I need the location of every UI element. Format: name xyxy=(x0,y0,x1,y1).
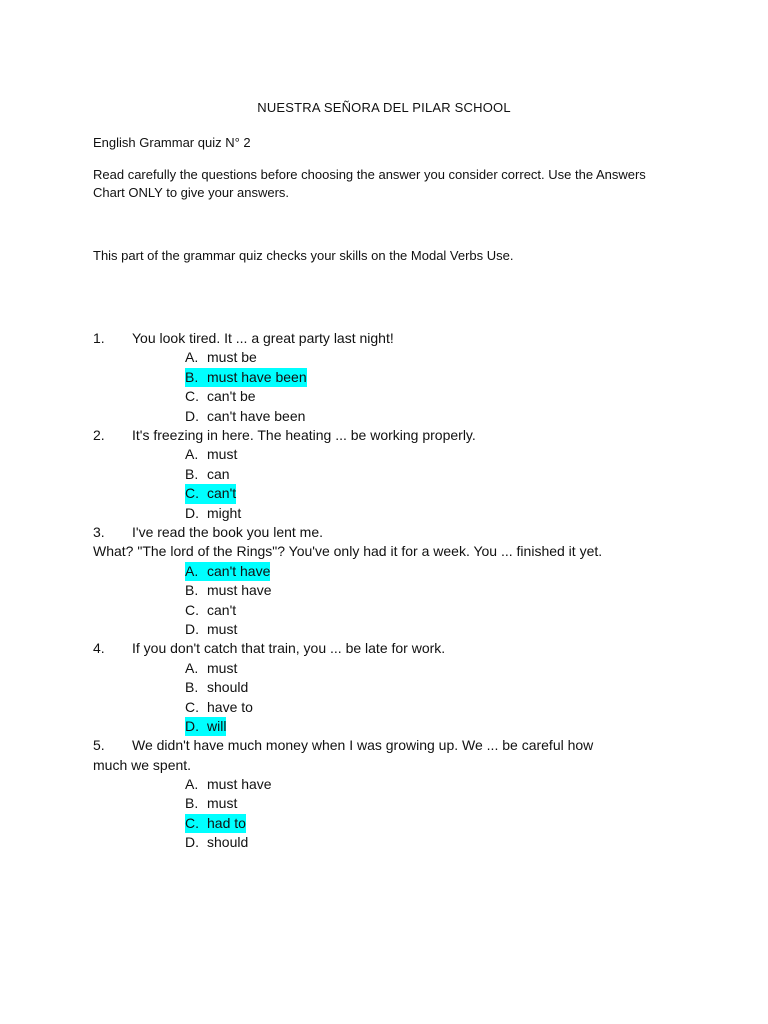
answer-text xyxy=(185,698,253,717)
question-text: If you don't catch that train, you ... be late for work. xyxy=(132,640,446,657)
answer-option xyxy=(185,465,673,484)
question-number: 5. xyxy=(93,737,105,754)
answer-option xyxy=(185,775,673,794)
question-continuation: much we spent. xyxy=(93,756,192,773)
answer-option xyxy=(185,620,673,639)
answer-option xyxy=(185,698,673,717)
answer-text xyxy=(185,775,272,794)
option-letter: C. xyxy=(185,814,199,831)
answer-options xyxy=(93,659,673,737)
option-text: might xyxy=(207,504,242,521)
question-continuation: What? "The lord of the Rings"? You've only had it for a week. You ... finished it yet. xyxy=(93,543,603,560)
part-intro: This part of the grammar quiz checks your skills on the Modal Verbs Use. xyxy=(93,248,514,263)
option-text: should xyxy=(207,834,249,851)
answer-text xyxy=(185,794,237,813)
option-letter: C. xyxy=(185,601,199,618)
option-text: have to xyxy=(207,698,253,715)
highlighted-answer xyxy=(185,562,270,581)
question-number: 2. xyxy=(93,426,105,443)
question-line xyxy=(93,426,673,445)
answer-option xyxy=(185,368,673,387)
option-letter: B. xyxy=(185,795,199,812)
option-letter: A. xyxy=(185,659,199,676)
answer-option xyxy=(185,678,673,697)
option-text: must have xyxy=(207,776,272,793)
question-line xyxy=(93,736,673,755)
option-letter: A. xyxy=(185,562,199,579)
question-item xyxy=(93,523,673,639)
answer-text xyxy=(185,504,241,523)
quiz-title: English Grammar quiz N° 2 xyxy=(93,135,251,150)
answer-options xyxy=(93,775,673,853)
option-text: had to xyxy=(207,814,246,831)
question-item xyxy=(93,639,673,736)
answer-option xyxy=(185,445,673,464)
option-text: must xyxy=(207,659,238,676)
option-letter: C. xyxy=(185,485,199,502)
option-letter: D. xyxy=(185,717,199,734)
answer-options xyxy=(93,562,673,640)
option-letter: A. xyxy=(185,446,199,463)
answer-option xyxy=(185,814,673,833)
option-letter: D. xyxy=(185,407,199,424)
answer-text xyxy=(185,387,256,406)
answer-text xyxy=(185,678,248,697)
answer-option xyxy=(185,407,673,426)
question-item xyxy=(93,329,673,426)
highlighted-answer xyxy=(185,484,236,503)
question-line xyxy=(93,639,673,658)
answer-option xyxy=(185,581,673,600)
question-item xyxy=(93,426,673,523)
answer-option xyxy=(185,562,673,581)
option-text: must xyxy=(207,620,238,637)
option-text: can't xyxy=(207,485,237,502)
highlighted-answer xyxy=(185,717,226,736)
instructions-paragraph: Read carefully the questions before choosing the answer you consider correct. Use the Answers Chart ONLY to give your answers. xyxy=(93,167,646,200)
answer-option xyxy=(185,348,673,367)
question-text: I've read the book you lent me. xyxy=(132,523,324,540)
option-letter: D. xyxy=(185,504,199,521)
option-letter: B. xyxy=(185,465,199,482)
option-letter: B. xyxy=(185,679,199,696)
option-letter: D. xyxy=(185,620,199,637)
answer-text xyxy=(185,407,305,426)
option-text: can't have xyxy=(207,562,271,579)
answer-text xyxy=(185,601,236,620)
answer-option xyxy=(185,387,673,406)
option-letter: B. xyxy=(185,368,199,385)
question-number: 1. xyxy=(93,330,105,346)
answer-text xyxy=(185,620,237,639)
answer-option xyxy=(185,659,673,678)
answer-option xyxy=(185,717,673,736)
answer-text xyxy=(185,659,237,678)
question-number: 3. xyxy=(93,523,105,540)
question-number: 4. xyxy=(93,640,105,657)
answer-option xyxy=(185,794,673,813)
option-text: must xyxy=(207,446,238,463)
option-letter: C. xyxy=(185,388,199,405)
option-text: will xyxy=(207,717,227,734)
answer-options xyxy=(93,348,673,426)
option-text: can't be xyxy=(207,388,256,405)
option-letter: A. xyxy=(185,349,199,366)
question-line xyxy=(93,523,673,542)
option-text: should xyxy=(207,679,249,696)
answer-options xyxy=(93,445,673,523)
answer-option xyxy=(185,833,673,852)
questions-list xyxy=(93,329,673,853)
question-item xyxy=(93,736,673,852)
question-text: It's freezing in here. The heating ... be working properly. xyxy=(132,426,476,443)
answer-text xyxy=(185,445,237,464)
option-letter: C. xyxy=(185,698,199,715)
answer-text xyxy=(185,465,230,484)
option-text: must have xyxy=(207,582,272,599)
answer-option xyxy=(185,504,673,523)
highlighted-answer xyxy=(185,368,307,387)
answer-option xyxy=(185,484,673,503)
school-header: NUESTRA SEÑORA DEL PILAR SCHOOL xyxy=(257,100,511,115)
question-text: You look tired. It ... a great party last night! xyxy=(132,330,394,346)
option-letter: D. xyxy=(185,834,199,851)
option-text: must have been xyxy=(207,368,307,385)
option-text: can't have been xyxy=(207,407,306,424)
option-letter: A. xyxy=(185,776,199,793)
answer-option xyxy=(185,601,673,620)
answer-text xyxy=(185,348,257,367)
option-text: can't xyxy=(207,601,237,618)
answer-text xyxy=(185,833,248,852)
answer-text xyxy=(185,581,272,600)
option-text: must xyxy=(207,795,238,812)
option-letter: B. xyxy=(185,582,199,599)
option-text: can xyxy=(207,465,230,482)
question-text: We didn't have much money when I was growing up. We ... be careful how xyxy=(132,737,594,754)
highlighted-answer xyxy=(185,814,246,833)
question-line xyxy=(93,329,673,348)
option-text: must be xyxy=(207,349,257,366)
